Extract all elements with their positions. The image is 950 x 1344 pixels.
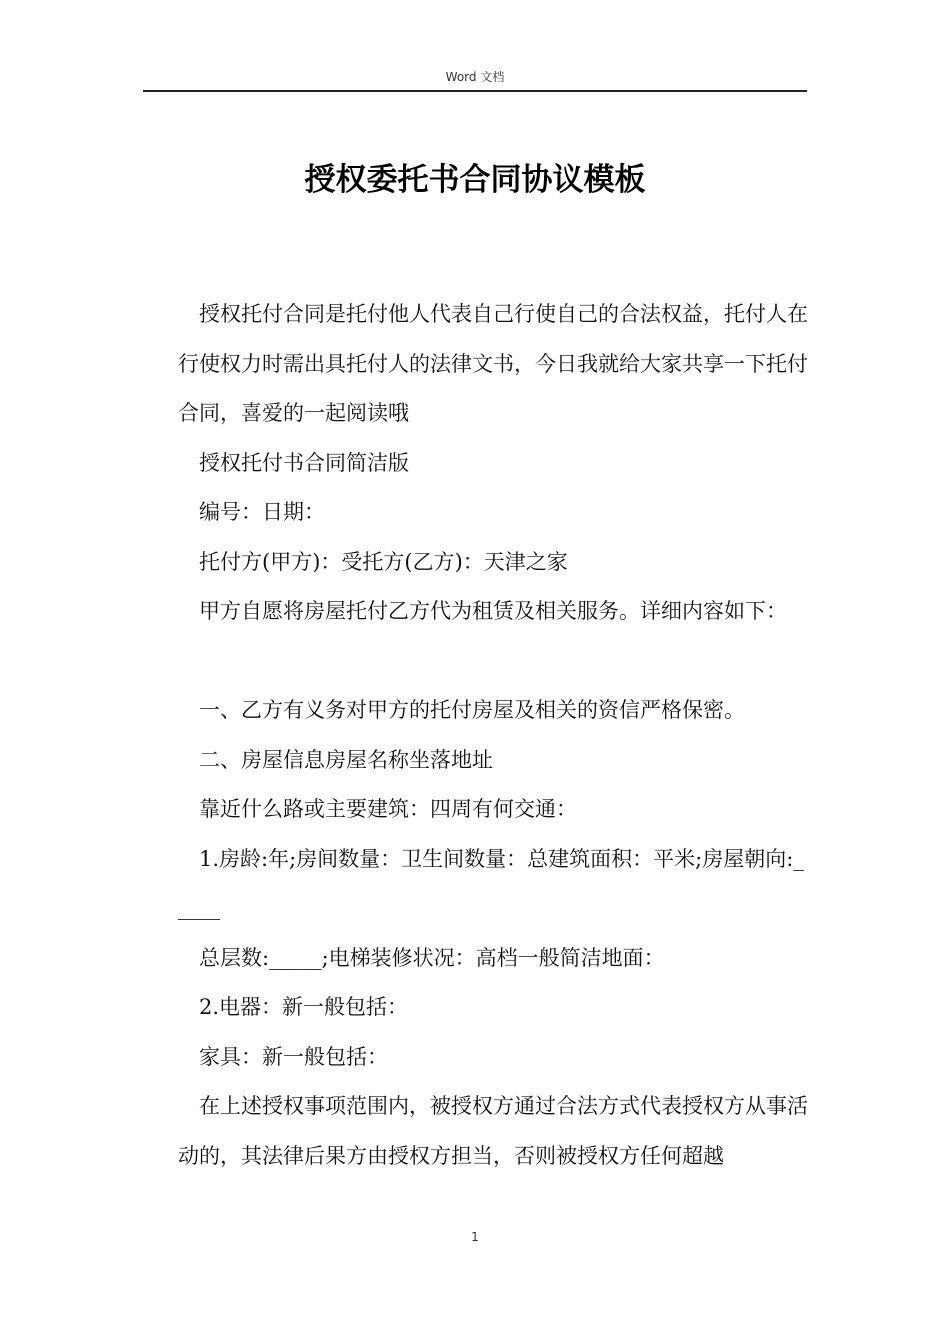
paragraph-entrust-statement: 甲方自愿将房屋托付乙方代为租赁及相关服务。详细内容如下：	[199, 599, 787, 623]
paragraph-number-date: 编号：日期：	[199, 500, 325, 524]
paragraph-appliances: 2.电器：新一般包括：	[199, 995, 409, 1019]
blank-line	[178, 637, 808, 687]
paragraph-house-details: 1.房龄:年;房间数量：卫生间数量：总建筑面积：平米;房屋朝向:_____	[178, 846, 804, 920]
paragraph-clause-1: 一、乙方有义务对甲方的托付房屋及相关的资信严格保密。	[199, 698, 745, 722]
paragraph-parties: 托付方(甲方)：受托方(乙方)：天津之家	[199, 549, 568, 574]
paragraph-authorization-scope: 在上述授权事项范围内，被授权方通过合法方式代表授权方从事活动的，其法律后果方由授权方担当，否则被授权方任何超越	[178, 1094, 808, 1168]
paragraph-location: 靠近什么路或主要建筑：四周有何交通：	[199, 797, 577, 821]
page-header	[143, 66, 807, 92]
page-number: 1	[471, 1230, 479, 1244]
document-title: 授权委托书合同协议模板	[304, 162, 646, 198]
paragraph-subtitle: 授权托付书合同简洁版	[199, 450, 409, 475]
paragraph-clause-2: 二、房屋信息房屋名称坐落地址	[199, 747, 493, 772]
document-body	[178, 290, 808, 1181]
header-text: Word 文档	[445, 70, 505, 84]
paragraph-intro: 授权托付合同是托付他人代表自己行使自己的合法权益，托付人在行使权力时需出具托付人的法律文书，今日我就给大家共享一下托付合同，喜爱的一起阅读哦	[178, 302, 808, 425]
paragraph-furniture: 家具：新一般包括：	[199, 1044, 388, 1069]
paragraph-floors: 总层数:_____;电梯装修状况：高档一般简洁地面：	[199, 945, 665, 970]
